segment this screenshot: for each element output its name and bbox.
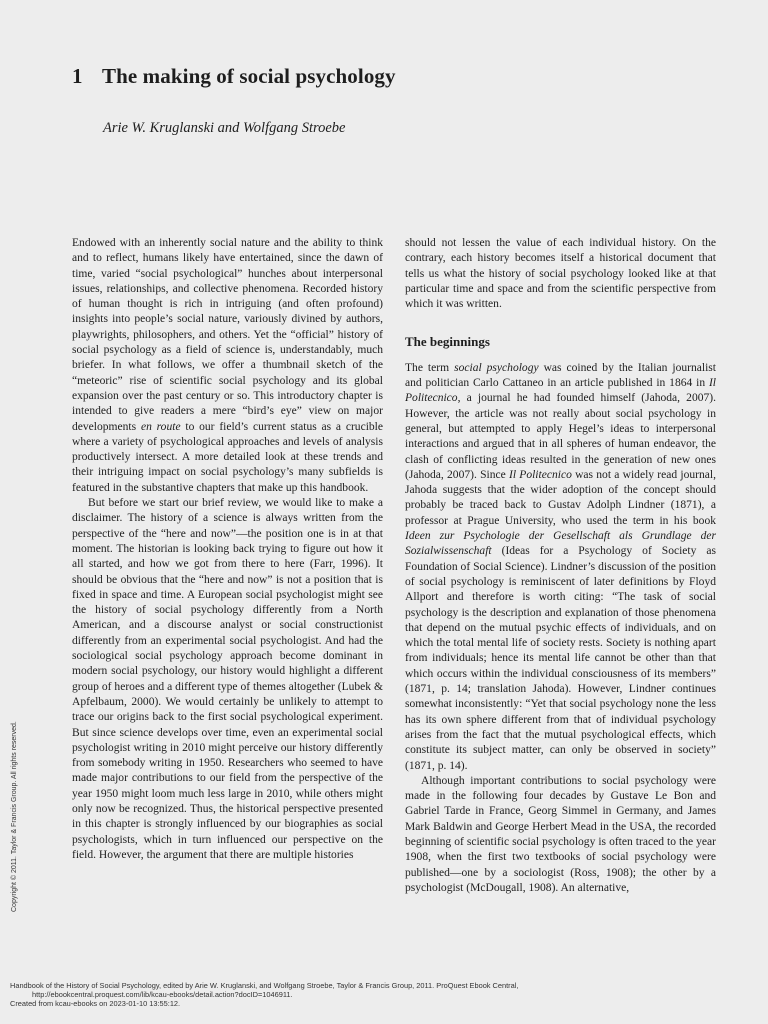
intro-paragraph: Endowed with an inherently social nature and the ability to think and to reflect, humans likely have entertained, since the dawn of time, varied “social psychological” hunches about interpersonal issues, relationships, and collective phenomena. Recorded history of human thought is rich in intriguing (and often profound) insights into people’s social nature, variously divined by authors, playwrights, philosophers, and others. Yet the “official” history of social psychology as a field of science is, understandably, much briefer. In what follows, we offer a thumbnail sketch of the “meteoric” rise of scientific social psychology and its global expansion over the past century or so. This introductory chapter is intended to give readers a mere “bird’s eye” view on major developments en route to our field’s current status as a crucible where a variety of psychological approaches and levels of analysis productively intersect. A more detailed look at these trends and their intriguing impact on social psychology’s many subfields is featured in the substantive chapters that make up this handbook. — [72, 237, 384, 494]
footer-citation: Handbook of the History of Social Psychology, edited by Arie W. Kruglanski, and Wolfgang Stroebe, Taylor & Francis Group, 2011. ProQuest Ebook Central, — [10, 981, 519, 990]
italic-book-title: Ideen zur Psychologie der Gesellschaft als Grundlage der Sozialwissenschaft — [405, 530, 716, 558]
textbooks-paragraph: Although important contributions to social psychology were made in the following four decades by Gustave Le Bon and Gabriel Tarde in France, Georg Simmel in Germany, and James Mark Baldwin and George Herbert Mead in the USA, the recorded beginning of scientific social psychology is often traced to the year 1908, when the first two textbooks of social psychology were published—one by a sociologist (Ross, 1908); the other by a psychologist (McDougall, 1908). An alternative, — [405, 774, 716, 894]
italic-term: Il Politecnico — [508, 468, 572, 481]
section-heading: The beginnings — [405, 334, 490, 350]
chapter-number: 1 — [72, 64, 83, 88]
chapter-heading — [72, 64, 396, 89]
italic-term: Il Politecnico — [405, 377, 716, 405]
disclaimer-paragraph: But before we start our brief review, we would like to make a disclaimer. The history of a science is always written from the perspective of the “here and now”—the position one is in at that moment. The historian is looking back trying to figure out how it all started, and how we got from there to here (Farr, 1996). It should be obvious that the “here and now” is not a position that is fixed in space and time. A European social psychologist might see the history of social psychology differently from a North American, and a discourse analyst or social constructionist differently from an experimental social psychologist. And had the sociological social psychology approach become dominant in modern social psychology, our history would highlight a different group of heroes and a different type of themes altogether (Lubek & Apfelbaum, 2000). We would certainly be unlikely to attempt to trace our origins back to the first social psychological experiment. But since science develops over time, even an experimental social psychologist writing in 2010 might perceive our history differently from somebody writing in 1950. Researchers who seemed to have made major contributions to our field from the perspective of the year 1950 might loom much less large in 2010, while others might only now be recognized. Thus, the historical perspective presented in this chapter is strongly influenced by our biographies as social psychologists, which in turn influenced our perspective on the field. However, the argument that there are multiple histories — [72, 497, 383, 861]
continued-paragraph: should not lessen the value of each individual history. On the contrary, each history becomes itself a historical document that tells us what the history of social psychology looked like at that particular time and space and from the scientific perspective from which it was written. — [405, 237, 716, 311]
chapter-authors: Arie W. Kruglanski and Wolfgang Stroebe — [103, 120, 346, 136]
italic-term: en route — [140, 420, 181, 433]
italic-term: social psychology — [454, 361, 539, 374]
left-column — [72, 236, 383, 863]
beginnings-paragraph: The term social psychology was coined by the Italian journalist and politician Carlo Cattaneo in an article published in 1864 in Il Politecnico, a journal he had founded himself (Jahoda, 2007). However, the article was not really about social psychology in general, but attempted to apply Hegel’s ideas to interpersonal interactions and argued that in all spheres of human endeavor, the clash of conflicting ideas resulted in the generation of new ones (Jahoda, 2007). Since Il Politecnico was not a widely read journal, Jahoda suggests that the wider adoption of the concept should probably be traced back to Gustav Adolph Lindner (1871), a professor at Prague University, who used the term in his book Ideen zur Psychologie der Gesellschaft als Grundlage der Sozialwissenschaft (Ideas for a Psychology of Society as Foundation of Social Science). Lindner’s discussion of the position of social psychology is reminiscent of later definitions by Floyd Allport and therefore is worth citing: “The task of social psychology is the description and explanation of those phenomena that depend on the mutual psychic effects of individuals, and on which the total mental life of society rests. Society is nothing apart from individuals; hence its mental life cannot be other than that which occurs within the individual consciousness of its members” (1871, p. 14; translation Jahoda). However, Lindner continues somewhat inconsistently: “Yet that social psychology none the less has its own sphere different from that of individual psychology arises from the fact that the mutual psychological effects, which constitute its subject matter, can only be observed in society” (1871, p. 14). — [405, 361, 717, 772]
page-footer — [10, 981, 518, 1008]
right-column — [405, 236, 716, 896]
copyright-notice: Copyright © 2011. Taylor & Francis Group. All rights reserved. — [11, 721, 18, 912]
footer-url: http://ebookcentral.proquest.com/lib/kcau-ebooks/detail.action?docID=1046911. — [32, 990, 293, 999]
chapter-title: The making of social psychology — [102, 64, 396, 88]
footer-created: Created from kcau-ebooks on 2023-01-10 13:55:12. — [10, 999, 181, 1008]
